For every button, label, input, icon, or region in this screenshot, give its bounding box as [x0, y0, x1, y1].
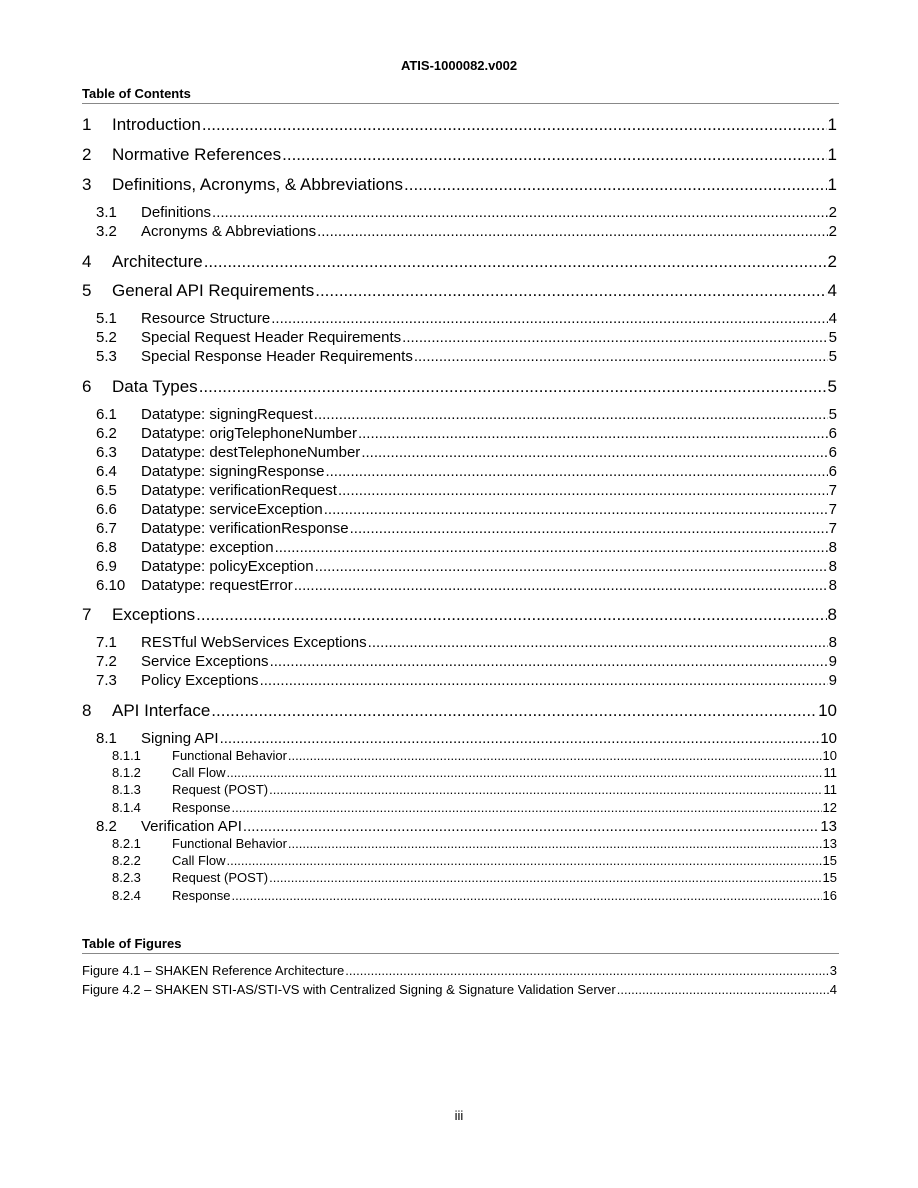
toc-entry-page: 2 — [827, 252, 837, 271]
dot-leader — [271, 310, 827, 327]
toc-entry-page: 7 — [828, 520, 837, 537]
toc-entry-title: Functional Behavior — [172, 748, 287, 763]
toc-entry-page: 7 — [828, 482, 837, 499]
toc-entry-number: 5.2 — [96, 329, 117, 346]
toc-entry-number: 6.7 — [96, 520, 117, 537]
toc-entry-title: Resource Structure — [141, 310, 271, 327]
toc-entry-number: 8.1 — [96, 730, 117, 747]
dot-leader — [232, 800, 822, 815]
toc-entry-number: 6.9 — [96, 558, 117, 575]
dot-leader — [269, 782, 822, 797]
dot-leader — [315, 558, 828, 575]
toc-entry-page: 1 — [827, 145, 837, 164]
toc-entry-page: 11 — [823, 765, 837, 780]
toc-entry-number: 8.1.2 — [112, 765, 141, 780]
figure-entry-title: Figure 4.1 – SHAKEN Reference Architecture — [82, 963, 345, 978]
dot-leader — [617, 982, 829, 997]
figure-entry[interactable] — [82, 982, 837, 997]
toc-entry[interactable] — [82, 558, 837, 575]
toc-entry-number: 6 — [82, 377, 92, 396]
dot-leader — [282, 145, 826, 165]
toc-entry[interactable] — [82, 782, 837, 797]
toc-entry[interactable] — [82, 672, 837, 689]
toc-entry-number: 6.8 — [96, 539, 117, 556]
dot-leader — [325, 463, 827, 480]
toc-entry[interactable] — [82, 501, 837, 518]
figure-entry-page: 3 — [829, 963, 837, 978]
toc-entry-number: 8.2 — [96, 818, 117, 835]
toc-entry[interactable] — [82, 577, 837, 594]
toc-entry[interactable] — [82, 870, 837, 885]
toc-entry-page: 8 — [828, 558, 837, 575]
toc-entry-page: 1 — [827, 115, 837, 134]
toc-entry-page: 9 — [828, 653, 837, 670]
toc-entry-page: 15 — [822, 870, 837, 885]
toc-entry-page: 6 — [828, 444, 837, 461]
dot-leader — [345, 963, 828, 978]
toc-entry-title: Special Response Header Requirements — [141, 348, 413, 365]
toc-entry[interactable] — [82, 377, 837, 397]
toc-entry-number: 5.1 — [96, 310, 117, 327]
toc-entry-title: Datatype: origTelephoneNumber — [141, 425, 357, 442]
dot-leader — [404, 175, 827, 195]
toc-entry-number: 6.4 — [96, 463, 117, 480]
dot-leader — [414, 348, 828, 365]
toc-entry-title: Verification API — [141, 818, 242, 835]
toc-entry[interactable] — [82, 406, 837, 423]
page-number-footer: iii — [454, 1108, 464, 1123]
toc-entry-page: 2 — [828, 204, 837, 221]
dot-leader — [269, 870, 821, 885]
toc-entry-title: General API Requirements — [112, 281, 315, 300]
dot-leader — [232, 888, 822, 903]
toc-entry-title: Architecture — [112, 252, 203, 271]
toc-entry[interactable] — [82, 175, 837, 195]
toc-entry-title: Request (POST) — [172, 870, 269, 885]
toc-entry-title: Call Flow — [172, 853, 226, 868]
dot-leader — [260, 672, 828, 689]
toc-entry-page: 8 — [827, 605, 837, 624]
toc-entry-page: 9 — [828, 672, 837, 689]
dot-leader — [220, 730, 820, 747]
toc-entry-number: 8.1.1 — [112, 748, 141, 763]
toc-entry-number: 7.1 — [96, 634, 117, 651]
toc-entry-number: 3 — [82, 175, 92, 194]
toc-entry-page: 7 — [828, 501, 837, 518]
toc-entry[interactable] — [82, 223, 837, 240]
dot-leader — [402, 329, 828, 346]
toc-entry-number: 4 — [82, 252, 92, 271]
dot-leader — [324, 501, 828, 518]
toc-entry-page: 6 — [828, 463, 837, 480]
toc-entry-number: 7 — [82, 605, 92, 624]
toc-entry[interactable] — [82, 425, 837, 442]
toc-entry-page: 4 — [828, 310, 837, 327]
dot-leader — [196, 605, 826, 625]
toc-entry[interactable] — [82, 444, 837, 461]
toc-entry-title: Datatype: policyException — [141, 558, 314, 575]
toc-entry-title: Data Types — [112, 377, 198, 396]
dot-leader — [338, 482, 828, 499]
toc-entry-title: Datatype: signingRequest — [141, 406, 313, 423]
toc-entry[interactable] — [82, 765, 837, 780]
toc-entry-number: 5 — [82, 281, 92, 300]
toc-entry-title: Datatype: serviceException — [141, 501, 323, 518]
toc-entry-title: Response — [172, 800, 231, 815]
figures-heading: Table of Figures — [82, 936, 839, 954]
toc-entry-page: 8 — [828, 634, 837, 651]
toc-entry-title: Signing API — [141, 730, 219, 747]
toc-entry-title: Call Flow — [172, 765, 226, 780]
toc-entry-page: 5 — [828, 348, 837, 365]
toc-entry-title: Normative References — [112, 145, 282, 164]
toc-entry-number: 7.2 — [96, 653, 117, 670]
toc-entry-number: 5.3 — [96, 348, 117, 365]
toc-entry[interactable] — [82, 329, 837, 346]
toc-entry[interactable] — [82, 701, 837, 721]
toc-entry-title: API Interface — [112, 701, 211, 720]
toc-entry-title: Definitions, Acronyms, & Abbreviations — [112, 175, 404, 194]
toc-entry-title: Service Exceptions — [141, 653, 269, 670]
toc-entry-title: Datatype: requestError — [141, 577, 293, 594]
toc-entry[interactable] — [82, 115, 837, 135]
dot-leader — [226, 765, 822, 780]
dot-leader — [350, 520, 828, 537]
toc-entry-page: 1 — [827, 175, 837, 194]
figure-entry-page: 4 — [829, 982, 837, 997]
toc-entry[interactable] — [82, 800, 837, 815]
toc-entry[interactable] — [82, 520, 837, 537]
toc-entry-number: 8.2.2 — [112, 853, 141, 868]
toc-entry-page: 10 — [818, 701, 837, 720]
toc-entry-number: 8 — [82, 701, 92, 720]
toc-entry[interactable] — [82, 853, 837, 868]
toc-entry[interactable] — [82, 730, 837, 747]
toc-entry-number: 2 — [82, 145, 92, 164]
toc-entry-title: Datatype: verificationRequest — [141, 482, 337, 499]
toc-heading: Table of Contents — [82, 86, 839, 104]
dot-leader — [294, 577, 828, 594]
dot-leader — [315, 281, 826, 301]
toc-entry-number: 6.2 — [96, 425, 117, 442]
dot-leader — [211, 701, 817, 721]
toc-entry-page: 12 — [822, 800, 837, 815]
toc-entry-title: Datatype: exception — [141, 539, 274, 556]
toc-entry-number: 8.2.4 — [112, 888, 141, 903]
toc-entry[interactable] — [82, 252, 837, 272]
toc-entry-page: 5 — [827, 377, 837, 396]
toc-entry[interactable] — [82, 145, 837, 165]
toc-entry-number: 1 — [82, 115, 92, 134]
dot-leader — [288, 748, 822, 763]
toc-entry[interactable] — [82, 463, 837, 480]
toc-entry-page: 10 — [822, 748, 837, 763]
toc-entry-number: 8.2.1 — [112, 836, 141, 851]
toc-entry-title: Introduction — [112, 115, 201, 134]
toc-entry-title: Exceptions — [112, 605, 196, 624]
document-id-header: ATIS-1000082.v002 — [400, 58, 518, 73]
toc-entry-page: 8 — [828, 539, 837, 556]
dot-leader — [212, 204, 828, 221]
toc-entry-page: 11 — [823, 782, 837, 797]
toc-entry-page: 6 — [828, 425, 837, 442]
toc-entry-title: Policy Exceptions — [141, 672, 259, 689]
toc-entry-title: Datatype: verificationResponse — [141, 520, 349, 537]
figure-entry[interactable] — [82, 963, 837, 978]
toc-entry-page: 4 — [827, 281, 837, 300]
toc-entry[interactable] — [82, 818, 837, 835]
toc-entry-title: Functional Behavior — [172, 836, 287, 851]
dot-leader — [358, 425, 828, 442]
dot-leader — [202, 115, 827, 135]
toc-entry[interactable] — [82, 482, 837, 499]
toc-entry-title: Definitions — [141, 204, 212, 221]
toc-entry-number: 8.1.3 — [112, 782, 141, 797]
toc-entry-number: 3.1 — [96, 204, 117, 221]
toc-entry[interactable] — [82, 888, 837, 903]
toc-entry[interactable] — [82, 605, 837, 625]
toc-entry[interactable] — [82, 348, 837, 365]
toc-entry-number: 6.1 — [96, 406, 117, 423]
toc-entry[interactable] — [82, 653, 837, 670]
toc-entry-number: 7.3 — [96, 672, 117, 689]
dot-leader — [204, 252, 827, 272]
dot-leader — [226, 853, 821, 868]
toc-entry-title: RESTful WebServices Exceptions — [141, 634, 367, 651]
figure-entry-title: Figure 4.2 – SHAKEN STI-AS/STI-VS with Centralized Signing & Signature Validation Server — [82, 982, 616, 997]
toc-entry-title: Response — [172, 888, 231, 903]
toc-entry[interactable] — [82, 748, 837, 763]
toc-entry-title: Request (POST) — [172, 782, 269, 797]
toc-entry[interactable] — [82, 539, 837, 556]
toc-entry[interactable] — [82, 836, 837, 851]
toc-entry-page: 15 — [822, 853, 837, 868]
dot-leader — [368, 634, 828, 651]
toc-entry-page: 16 — [822, 888, 837, 903]
toc-entry-number: 3.2 — [96, 223, 117, 240]
toc-entry[interactable] — [82, 634, 837, 651]
toc-entry-number: 8.2.3 — [112, 870, 141, 885]
toc-entry-title: Acronyms & Abbreviations — [141, 223, 317, 240]
dot-leader — [317, 223, 828, 240]
dot-leader — [270, 653, 828, 670]
toc-entry[interactable] — [82, 204, 837, 221]
dot-leader — [199, 377, 827, 397]
toc-entry-title: Datatype: signingResponse — [141, 463, 325, 480]
toc-entry-page: 13 — [822, 836, 837, 851]
dot-leader — [361, 444, 827, 461]
toc-entry-page: 13 — [820, 818, 837, 835]
toc-entry[interactable] — [82, 310, 837, 327]
toc-entry-number: 6.10 — [96, 577, 126, 594]
toc-entry-number: 6.5 — [96, 482, 117, 499]
dot-leader — [288, 836, 822, 851]
toc-entry-page: 8 — [828, 577, 837, 594]
dot-leader — [275, 539, 828, 556]
toc-entry-page: 5 — [828, 329, 837, 346]
toc-entry-number: 6.6 — [96, 501, 117, 518]
toc-entry-page: 10 — [820, 730, 837, 747]
toc-entry-number: 6.3 — [96, 444, 117, 461]
dot-leader — [243, 818, 819, 835]
toc-entry-number: 8.1.4 — [112, 800, 141, 815]
toc-entry-title: Special Request Header Requirements — [141, 329, 402, 346]
dot-leader — [314, 406, 828, 423]
toc-entry-page: 5 — [828, 406, 837, 423]
toc-entry[interactable] — [82, 281, 837, 301]
toc-entry-page: 2 — [828, 223, 837, 240]
toc-entry-title: Datatype: destTelephoneNumber — [141, 444, 361, 461]
